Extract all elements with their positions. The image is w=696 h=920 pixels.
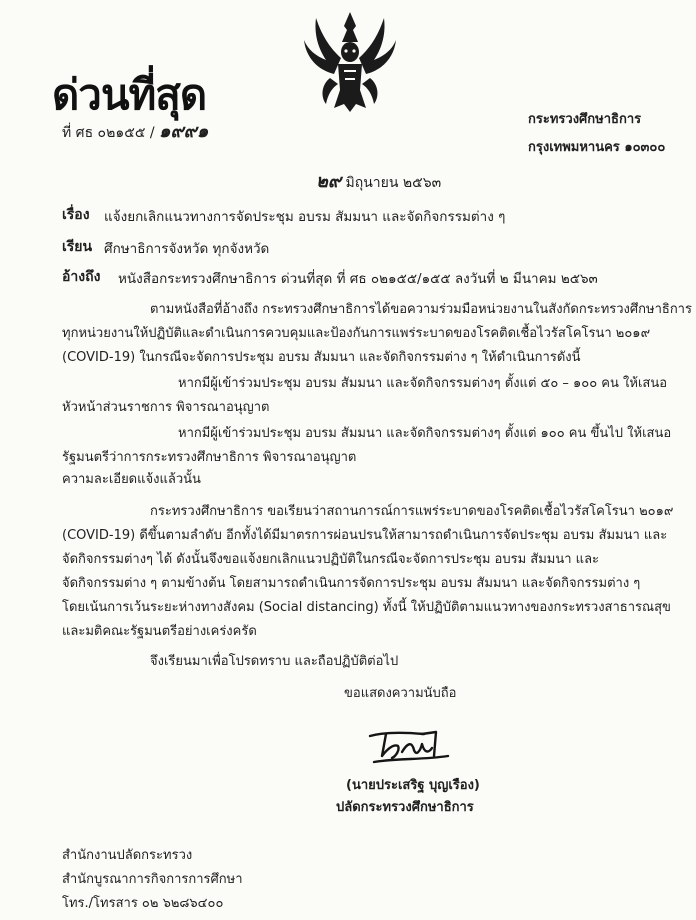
body-p4-line1: กระทรวงศึกษาธิการ ขอเรียนว่าสถานการณ์การแพร่ระบาดของโรคติดเชื้อไวรัสโคโรนา ๒๐๑๙: [150, 504, 674, 519]
body-p2-line1: หากมีผู้เข้าร่วมประชุม อบรม สัมมนา และจัดกิจกรรมต่างๆ ตั้งแต่ ๕๐ – ๑๐๐ คน ให้เสนอ: [178, 376, 668, 391]
ministry-name: กระทรวงศึกษาธิการ: [528, 112, 642, 127]
body-p4-line6: และมติคณะรัฐมนตรีอย่างเคร่งครัด: [62, 624, 257, 639]
footer-phone: โทร./โทรสาร ๐๒ ๖๒๘๖๔๐๐: [62, 896, 224, 911]
body-p1-line3: (COVID-19) ในกรณีจะจัดการประชุม อบรม สัมมนา และจัดกิจกรรมต่าง ๆ ให้ดำเนินการดังนี้: [62, 350, 581, 365]
body-p4-line4: จัดกิจกรรมต่าง ๆ ตามข้างต้น โดยสามารถดำเนินการจัดการประชุม อบรม สัมมนา และจัดกิจกรรมต่าง ๆ: [62, 576, 641, 591]
recipient-label: เรียน: [62, 239, 93, 255]
closing-regards: ขอแสดงความนับถือ: [344, 686, 457, 701]
document-number-handwritten: ๑๙๙๑: [159, 121, 209, 142]
signature-image: [362, 722, 458, 772]
body-p2-line2: หัวหน้าส่วนราชการ พิจารณาอนุญาต: [62, 400, 270, 415]
body-p4-line2: (COVID-19) ดีขึ้นตามลำดับ อีกทั้งได้มีมาตรการผ่อนปรนให้สามารถดำเนินการจัดประชุม อบรม สัมมนา และ: [62, 528, 668, 543]
signature-graphic: [362, 722, 458, 768]
document-date: [316, 166, 441, 195]
body-p3-line3: ความละเอียดแจ้งแล้วนั้น: [62, 472, 201, 487]
subject-text: แจ้งยกเลิกแนวทางการจัดประชุม อบรม สัมมนา และจัดกิจกรรมต่าง ๆ: [104, 209, 506, 225]
document-number: [62, 116, 208, 145]
body-p3-line1: หากมีผู้เข้าร่วมประชุม อบรม สัมมนา และจัดกิจกรรมต่างๆ ตั้งแต่ ๑๐๐ คน ขึ้นไป ให้เสนอ: [178, 426, 672, 441]
date-month-year: มิถุนายน ๒๕๖๓: [345, 175, 442, 191]
body-p5: จึงเรียนมาเพื่อโปรดทราบ และถือปฏิบัติต่อไป: [150, 654, 399, 669]
urgency-stamp: ด่วนที่สุด: [52, 70, 207, 119]
garuda-emblem: [300, 8, 400, 122]
garuda-emblem-graphic: [300, 8, 400, 118]
body-p4-line3: จัดกิจกรรมต่างๆ ได้ ดังนั้นจึงขอแจ้งยกเลิกแนวปฏิบัติในกรณีจะจัดการประชุม อบรม สัมมนา และ: [62, 552, 600, 567]
document-number-prefix: ที่ ศธ ๐๒๑๕๕ /: [62, 125, 155, 141]
subject-label: เรื่อง: [62, 207, 90, 223]
footer-bureau: สำนักบูรณาการกิจการการศึกษา: [62, 872, 243, 887]
recipient-text: ศึกษาธิการจังหวัด ทุกจังหวัด: [104, 241, 270, 257]
reference-text: หนังสือกระทรวงศึกษาธิการ ด่วนที่สุด ที่ ศธ ๐๒๑๕๕/๑๕๕ ลงวันที่ ๒ มีนาคม ๒๕๖๓: [118, 271, 598, 287]
date-day-handwritten: ๒๙: [316, 171, 342, 192]
footer-office: สำนักงานปลัดกระทรวง: [62, 848, 193, 863]
body-p1-line1: ตามหนังสือที่อ้างถึง กระทรวงศึกษาธิการได้ขอความร่วมมือหน่วยงานในสังกัดกระทรวงศึกษาธิการ: [150, 302, 692, 317]
signer-title: ปลัดกระทรวงศึกษาธิการ: [336, 800, 474, 815]
reference-label: อ้างถึง: [62, 269, 101, 285]
body-p1-line2: ทุกหน่วยงานให้ปฏิบัติและดำเนินการควบคุมและป้องกันการแพร่ระบาดของโรคติดเชื้อไวรัสโคโรนา ๒๐๑๙: [62, 326, 651, 341]
body-p4-line5: โดยเน้นการเว้นระยะห่างทางสังคม (Social distancing) ทั้งนี้ ให้ปฏิบัติตามแนวทางของกระทรวงสาธารณสุข: [62, 600, 671, 615]
signer-name: (นายประเสริฐ บุญเรือง): [346, 778, 480, 793]
ministry-address: กรุงเทพมหานคร ๑๐๓๐๐: [528, 140, 666, 155]
body-p3-line2: รัฐมนตรีว่าการกระทรวงศึกษาธิการ พิจารณาอนุญาต: [62, 450, 357, 465]
